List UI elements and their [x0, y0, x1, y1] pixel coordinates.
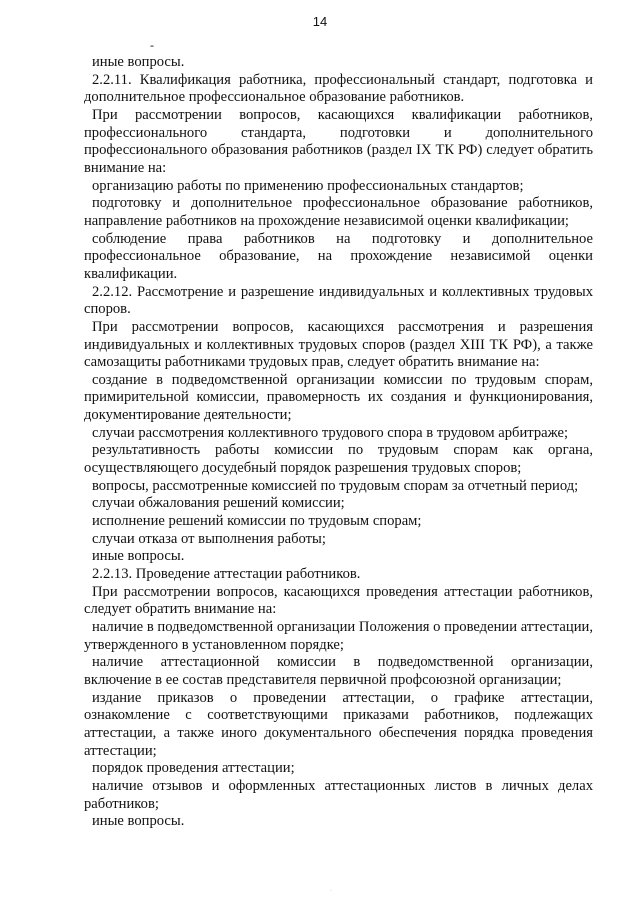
paragraph: иные вопросы.	[92, 54, 185, 70]
paragraph: При рассмотрении вопросов, касающихся квалификации работников, профессионального стандарта, подготовки и дополнительного профессионального образования работников (раздел IX ТК РФ) следует обратить внимание на:	[84, 106, 593, 176]
scan-speck: ·	[330, 888, 332, 894]
list-item: результативность работы комиссии по трудовым спорам как органа, осуществляющего досудебный порядок разрешения трудовых споров;	[84, 442, 593, 477]
list-item: наличие в подведомственной организации Положения о проведении аттестации, утвержденного в установленном порядке;	[84, 619, 593, 653]
list-item: случаи обжалования решений комиссии;	[92, 495, 345, 512]
list-item: иные вопросы.	[92, 548, 185, 565]
list-item: организацию работы по применению профессиональных стандартов;	[92, 177, 524, 194]
list-item: создание в подведомственной организации комиссии по трудовым спорам, примирительной комиссии, правомерность их создания и функционирования, документирование деятельности;	[84, 371, 593, 424]
list-item: наличие аттестационной комиссии в подведомственной организации, включение в ее состав представителя первичной профсоюзной организации;	[84, 654, 593, 688]
list-item: порядок проведения аттестации;	[92, 760, 295, 777]
section-heading: 2.2.12. Рассмотрение и разрешение индивидуальных и коллективных трудовых споров.	[84, 283, 593, 318]
section-heading: 2.2.13. Проведение аттестации работников.	[92, 566, 361, 583]
list-item: вопросы, рассмотренные комиссией по трудовым спорам за отчетный период;	[92, 477, 579, 494]
paragraph: При рассмотрении вопросов, касающихся рассмотрения и разрешения индивидуальных и коллективных трудовых споров (раздел XIII ТК РФ), а также самозащиты работниками трудовых прав, следует обратить внимание на:	[84, 318, 593, 371]
document-body	[84, 54, 593, 831]
section-heading: 2.2.11. Квалификация работника, профессиональный стандарт, подготовка и дополнительное профессиональное образование работников.	[84, 71, 593, 106]
list-item: подготовку и дополнительное профессиональное образование работников, направление работников на прохождение независимой оценки квалификации;	[84, 195, 593, 229]
paragraph: При рассмотрении вопросов, касающихся проведения аттестации работников, следует обратить внимание на:	[84, 583, 593, 618]
list-item: издание приказов о проведении аттестации, о графике аттестации, ознакомление с соответствующими приказами работников, подлежащих аттестации, а также иного документального обеспечения порядка проведения аттестации;	[84, 689, 593, 759]
list-item: случаи рассмотрения коллективного трудового спора в трудовом арбитраже;	[92, 424, 569, 441]
list-item: исполнение решений комиссии по трудовым спорам;	[92, 513, 422, 530]
list-item: наличие отзывов и оформленных аттестационных листов в личных делах работников;	[84, 777, 593, 812]
page-number: 14	[312, 14, 328, 29]
stray-mark: -	[150, 38, 154, 52]
list-item: соблюдение права работников на подготовку и дополнительное профессиональное образование, на прохождение независимой оценки квалификации.	[84, 230, 593, 282]
list-item: случаи отказа от выполнения работы;	[92, 530, 326, 547]
list-item: иные вопросы.	[92, 813, 185, 830]
